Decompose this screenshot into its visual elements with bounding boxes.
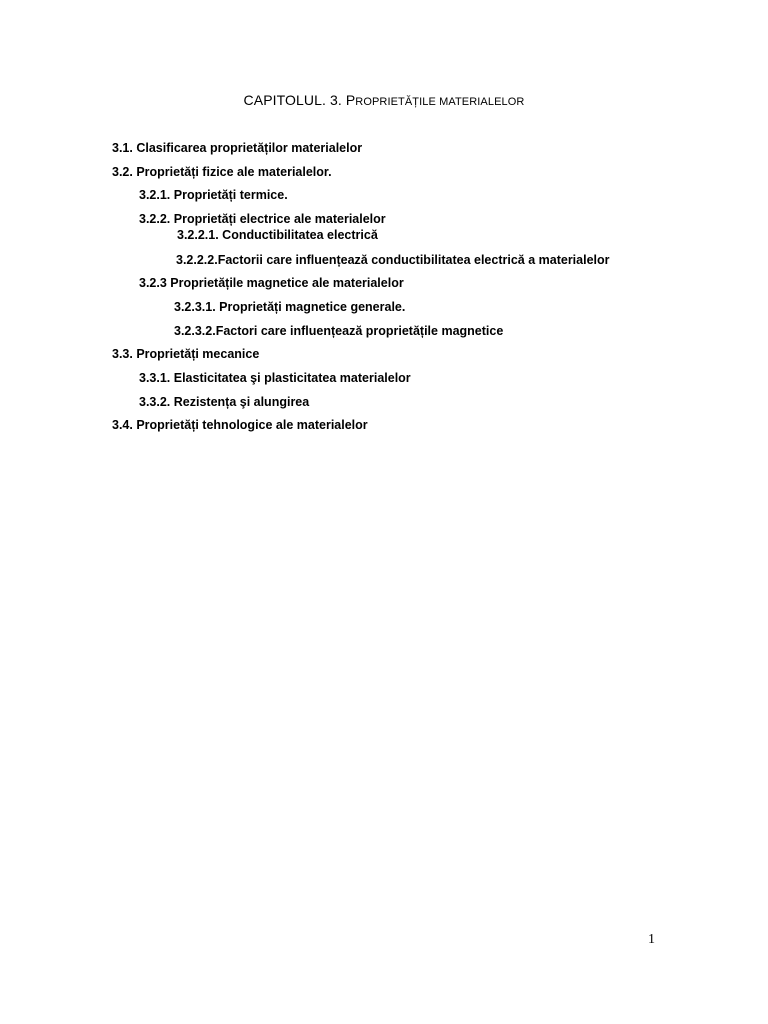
toc-entry-3-3: 3.3. Proprietăți mecanice: [112, 347, 260, 361]
toc-entry-3-3-2: 3.3.2. Rezistența şi alungirea: [139, 395, 310, 409]
toc-entry-3-2-3-1: 3.2.3.1. Proprietăți magnetice generale.: [174, 300, 406, 314]
chapter-title-rest: ROPRIETĂȚILE MATERIALELOR: [355, 96, 525, 108]
toc-entry-3-2-3: 3.2.3 Proprietățile magnetice ale materialelor: [139, 276, 404, 290]
toc-entry-3-1: 3.1. Clasificarea proprietăților materialelor: [112, 141, 363, 155]
toc-entry-3-2-3-2: 3.2.3.2.Factori care influențează proprietățile magnetice: [174, 324, 504, 338]
page-number: 1: [648, 932, 655, 947]
toc-entry-3-2-1: 3.2.1. Proprietăți termice.: [139, 188, 288, 202]
toc-entry-3-2-2-1: 3.2.2.1. Conductibilitatea electrică: [177, 228, 378, 242]
chapter-title-prefix: CAPITOLUL. 3. P: [243, 92, 356, 108]
toc-entry-3-2-2: 3.2.2. Proprietăți electrice ale materialelor: [139, 212, 386, 226]
toc-entry-3-2: 3.2. Proprietăți fizice ale materialelor.: [112, 165, 332, 179]
chapter-title: [0, 92, 768, 108]
toc-entry-3-3-1: 3.3.1. Elasticitatea şi plasticitatea materialelor: [139, 371, 411, 385]
toc-entry-3-4: 3.4. Proprietăți tehnologice ale materialelor: [112, 418, 368, 432]
toc-entry-3-2-2-2: 3.2.2.2.Factorii care influențează conductibilitatea electrică a materialelor: [176, 253, 610, 267]
